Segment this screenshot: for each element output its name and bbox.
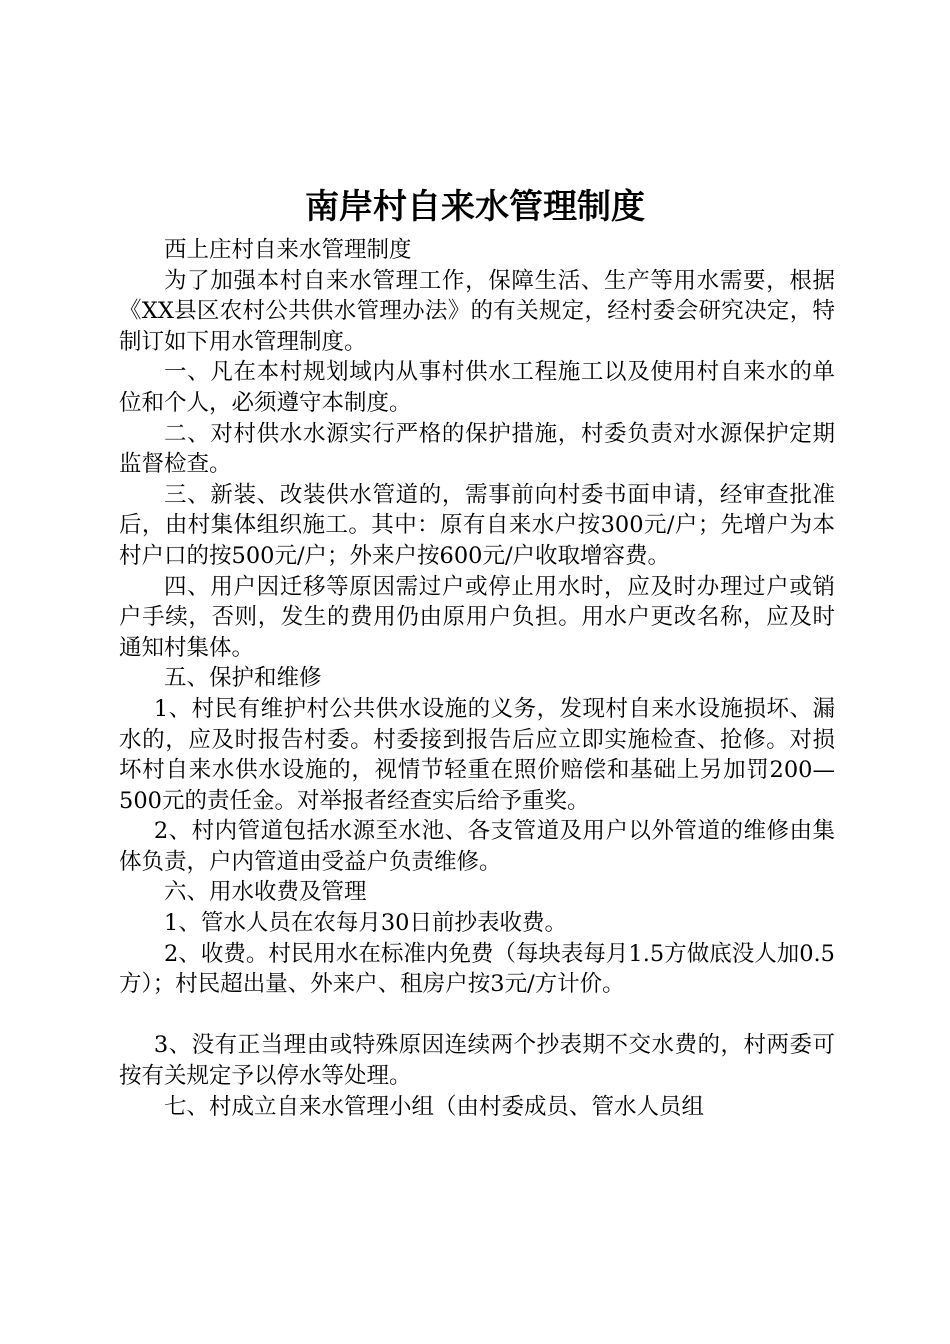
document-body	[119, 235, 835, 1122]
paragraph-article-3: 三、新装、改装供水管道的，需事前向村委书面申请，经审查批准后，由村集体组织施工。其中：原有自来水户按300元/户；先增户为本村户口的按500元/户；外来户按600元/户收取增容费。	[119, 481, 835, 569]
blank-line	[119, 1000, 835, 1031]
paragraph-article-4: 四、用户因迁移等原因需过户或停止用水时，应及时办理过户或销户手续，否则，发生的费用仍由原用户负担。用水户更改名称，应及时通知村集体。	[119, 573, 835, 661]
paragraph-article-6-item-2: 2、收费。村民用水在标准内免费（每块表每月1.5方做底没人加0.5方）；村民超出量、外来户、租房户按3元/方计价。	[119, 940, 835, 998]
paragraph-article-6-item-3: 3、没有正当理由或特殊原因连续两个抄表期不交水费的，村两委可按有关规定予以停水等处理。	[119, 1032, 835, 1090]
paragraph-article-6-heading: 六、用水收费及管理	[164, 879, 367, 906]
paragraph-article-1: 一、凡在本村规划域内从事村供水工程施工以及使用村自来水的单位和个人，必须遵守本制度。	[119, 359, 835, 416]
paragraph-subtitle: 西上庄村自来水管理制度	[164, 237, 412, 263]
paragraph-article-5-item-2: 2、村内管道包括水源至水池、各支管道及用户以外管道的维修由集体负责，户内管道由受益户负责维修。	[119, 818, 835, 875]
paragraph-article-6-item-1: 1、管水人员在农每月30日前抄表收费。	[164, 910, 567, 937]
document-title: 南岸村自来水管理制度	[305, 187, 645, 227]
paragraph-article-5-item-1: 1、村民有维护村公共供水设施的义务，发现村自来水设施损坏、漏水的，应及时报告村委。村委接到报告后应立即实施检查、抢修。对损坏村自来水供水设施的，视情节轻重在照价赔偿和基础上另加罚200—500元的责任金。对举报者经查实后给予重奖。	[119, 695, 835, 814]
paragraph-article-5-heading: 五、保护和维修	[164, 665, 322, 692]
paragraph-article-2: 二、对村供水水源实行严格的保护措施，村委负责对水源保护定期监督检查。	[119, 420, 835, 478]
paragraph-intro: 为了加强本村自来水管理工作，保障生活、生产等用水需要，根据《XX县区农村公共供水管理办法》的有关规定，经村委会研究决定，特制订如下用水管理制度。	[119, 267, 835, 355]
paragraph-article-7: 七、村成立自来水管理小组（由村委成员、管水人员组	[164, 1093, 705, 1120]
